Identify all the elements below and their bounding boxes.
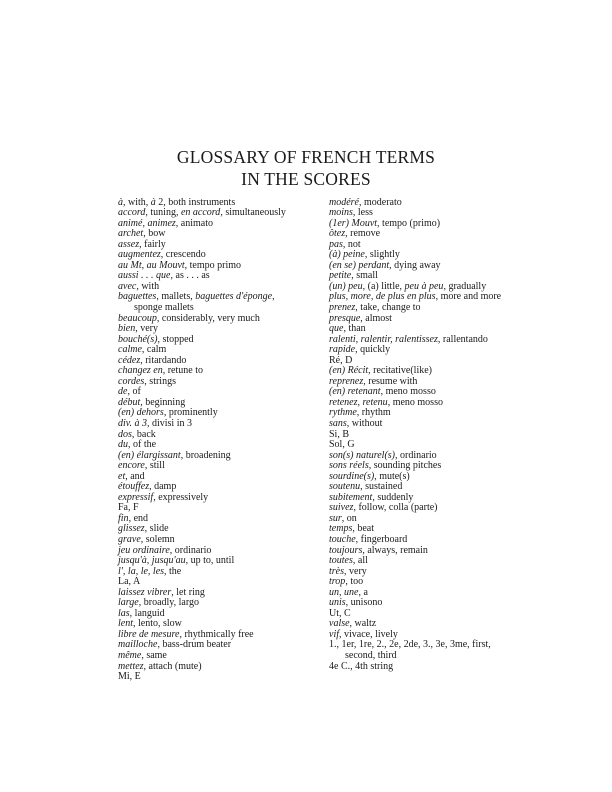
entry-term: laissez vibrer bbox=[118, 586, 172, 598]
entry-definition: , than bbox=[343, 323, 366, 335]
entry-term: unis bbox=[329, 597, 346, 609]
entry-term: sourdine(s) bbox=[329, 470, 375, 482]
entry-definition: , prominently bbox=[163, 407, 218, 419]
entry-term: reprenez bbox=[329, 375, 364, 387]
entry-definition: , bbox=[272, 291, 275, 303]
entry-term: (en se) perdant bbox=[329, 259, 390, 271]
entry-text: Sol, G bbox=[329, 439, 355, 451]
entry-definition: , quickly bbox=[355, 344, 391, 356]
entry-definition: , too bbox=[345, 576, 364, 588]
entry-term: à bbox=[118, 196, 123, 208]
entry-term: toujours bbox=[329, 544, 363, 556]
glossary-entry bbox=[329, 598, 519, 609]
entry-term: pas bbox=[329, 238, 343, 250]
entry-text: 1., 1er, 1re, 2., 2e, 2de, 3., 3e, 3me, first, bbox=[329, 639, 491, 651]
entry-term: retenez, retenu bbox=[329, 396, 388, 408]
entry-term: changez en bbox=[118, 365, 163, 377]
entry-term: encore bbox=[118, 460, 145, 472]
entry-term: petite bbox=[329, 270, 352, 282]
entry-term: (en) élargissant bbox=[118, 449, 181, 461]
glossary-left-column bbox=[118, 198, 318, 683]
entry-term: vif bbox=[329, 628, 339, 640]
entry-definition: , not bbox=[342, 238, 361, 250]
entry-definition: , ordinario bbox=[169, 544, 212, 556]
entry-definition: , animato bbox=[175, 217, 213, 229]
entry-definition: , and bbox=[125, 470, 145, 482]
entry-definition: , waltz bbox=[349, 618, 377, 630]
entry-term: (1er) Mouvt bbox=[329, 217, 378, 229]
entry-term: fin bbox=[118, 512, 129, 524]
entry-term: archet bbox=[118, 228, 144, 240]
entry-definition: , unisono bbox=[345, 597, 383, 609]
entry-definition: , the bbox=[164, 565, 182, 577]
entry-definition: , calm bbox=[141, 344, 167, 356]
entry-continuation: second, third bbox=[345, 650, 397, 662]
entry-term: très bbox=[329, 565, 344, 577]
entry-definition: , sounding pitches bbox=[368, 460, 442, 472]
entry-term: ôtez bbox=[329, 228, 346, 240]
entry-definition: , take, change to bbox=[355, 301, 421, 313]
entry-term: sons réels bbox=[329, 460, 369, 472]
entry-definition: , fingerboard bbox=[355, 534, 408, 545]
glossary-entry bbox=[329, 419, 519, 430]
entry-definition: , same bbox=[141, 650, 167, 662]
glossary-entry bbox=[118, 567, 318, 578]
entry-term: aussi . . . que bbox=[118, 270, 171, 282]
entry-definition: , back bbox=[131, 428, 156, 440]
entry-definition: , tuning, bbox=[145, 207, 181, 219]
entry-term: soutenu bbox=[329, 481, 361, 493]
entry-text: Fa, F bbox=[118, 502, 139, 514]
title-line-2: IN THE SCORES bbox=[241, 169, 371, 189]
entry-definition: , simultaneously bbox=[220, 207, 286, 219]
entry-definition: , divisi in 3 bbox=[146, 417, 192, 429]
entry-term: (en) Récit bbox=[329, 365, 369, 377]
entry-continuation: sponge mallets bbox=[134, 301, 194, 313]
entry-term: rapide bbox=[329, 344, 356, 356]
entry-definition: , dying away bbox=[389, 259, 441, 271]
glossary-entry bbox=[329, 430, 519, 441]
entry-definition: 2, both instruments bbox=[155, 196, 236, 208]
entry-term: calme bbox=[118, 344, 142, 356]
entry-text: Ré, D bbox=[329, 354, 353, 366]
entry-definition: , considerably, very much bbox=[156, 312, 260, 324]
entry-definition: , less bbox=[352, 207, 373, 219]
entry-term: un, une bbox=[329, 586, 359, 598]
glossary-entry bbox=[118, 377, 318, 388]
entry-definition: , recitative(like) bbox=[368, 365, 432, 377]
entry-term: plus, more, de plus en plus bbox=[329, 291, 436, 303]
entry-term: valse bbox=[329, 618, 350, 630]
entry-definition: , always, remain bbox=[362, 544, 428, 556]
entry-term: prenez bbox=[329, 301, 356, 313]
entry-definition: , very bbox=[344, 565, 367, 577]
entry-definition: , a bbox=[358, 586, 368, 598]
entry-term: subitement bbox=[329, 491, 373, 503]
entry-term: temps bbox=[329, 523, 353, 535]
entry-text: Mi, E bbox=[118, 671, 141, 683]
entry-term: lent bbox=[118, 618, 133, 630]
page-title bbox=[0, 146, 612, 190]
entry-text: Si, B bbox=[329, 428, 350, 440]
entry-definition: , crescendo bbox=[160, 249, 206, 261]
entry-definition: , very bbox=[135, 323, 158, 335]
entry-term: étouffez bbox=[118, 481, 150, 493]
entry-definition: , gradually bbox=[443, 280, 487, 292]
entry-definition: , almost bbox=[360, 312, 392, 324]
entry-term: presque bbox=[329, 312, 361, 324]
entry-term: animé, animez bbox=[118, 217, 176, 229]
entry-term: avec bbox=[118, 280, 137, 292]
glossary-entry bbox=[118, 662, 318, 673]
entry-term: du bbox=[118, 439, 128, 451]
entry-definition: , expressively bbox=[153, 491, 209, 503]
entry-term: à bbox=[150, 196, 156, 208]
entry-term: en accord bbox=[180, 207, 221, 219]
entry-definition: , all bbox=[352, 555, 368, 567]
entry-definition: , mute(s) bbox=[374, 470, 410, 482]
entry-term: large bbox=[118, 597, 139, 609]
entry-definition: , lento, slow bbox=[133, 618, 182, 630]
entry-definition: , let ring bbox=[171, 586, 205, 598]
entry-term: beaucoup bbox=[118, 312, 157, 324]
entry-term: (en) retenant bbox=[329, 386, 381, 398]
entry-term: de bbox=[118, 386, 128, 398]
entry-definition: , attach (mute) bbox=[143, 660, 202, 672]
entry-definition: , meno mosso bbox=[380, 386, 436, 398]
entry-definition: , bow bbox=[143, 228, 166, 240]
entry-definition: , follow, colla (parte) bbox=[353, 502, 438, 514]
entry-term: cordes bbox=[118, 375, 145, 387]
entry-definition: , slide bbox=[144, 523, 169, 535]
entry-definition: , solemn bbox=[140, 534, 175, 545]
entry-definition: , up to, until bbox=[185, 555, 235, 567]
entry-term: même bbox=[118, 650, 142, 662]
entry-term: dos bbox=[118, 428, 132, 440]
entry-definition: , slightly bbox=[364, 249, 400, 261]
entry-term: mettez bbox=[118, 660, 144, 672]
entry-term: trop bbox=[329, 576, 346, 588]
entry-term: sans bbox=[329, 417, 347, 429]
entry-definition: , vivace, lively bbox=[339, 628, 398, 640]
entry-definition: , with, bbox=[123, 196, 151, 208]
entry-term: son(s) naturel(s) bbox=[329, 449, 396, 461]
entry-definition: , still bbox=[144, 460, 165, 472]
glossary-entry bbox=[329, 503, 519, 514]
entry-text: La, A bbox=[118, 576, 141, 588]
entry-definition: , rallentando bbox=[437, 333, 488, 345]
entry-definition: , on bbox=[341, 512, 357, 524]
entry-definition: , damp bbox=[149, 481, 177, 493]
entry-text: 4e C., 4th string bbox=[329, 660, 394, 672]
entry-definition: , end bbox=[128, 512, 149, 524]
entry-definition: , of the bbox=[128, 439, 157, 451]
entry-term: expressif bbox=[118, 491, 154, 503]
entry-definition: , ritardando bbox=[140, 354, 187, 366]
entry-term: ralenti, ralentir, ralentissez bbox=[329, 333, 438, 345]
entry-term: bien bbox=[118, 323, 136, 335]
entry-definition: , beginning bbox=[140, 396, 186, 408]
entry-term: las bbox=[118, 607, 130, 619]
entry-definition: , moderato bbox=[359, 196, 402, 208]
entry-definition: , languid bbox=[129, 607, 165, 619]
entry-definition: , small bbox=[351, 270, 378, 282]
entry-term: début bbox=[118, 396, 141, 408]
entry-definition: , broadening bbox=[180, 449, 231, 461]
entry-definition: , mallets, bbox=[156, 291, 196, 303]
entry-text: Ut, C bbox=[329, 607, 351, 619]
entry-definition: , suddenly bbox=[372, 491, 414, 503]
entry-definition: , ordinario bbox=[395, 449, 437, 461]
entry-term: bouché(s) bbox=[118, 333, 158, 345]
entry-definition: , with bbox=[136, 280, 160, 292]
entry-definition: , meno mosso bbox=[387, 396, 443, 408]
entry-term: baguettes bbox=[118, 291, 157, 303]
entry-definition: , broadly, largo bbox=[138, 597, 200, 609]
entry-term: sur bbox=[329, 512, 342, 524]
glossary-entry bbox=[118, 493, 318, 504]
entry-term: augmentez bbox=[118, 249, 161, 261]
entry-term: mailloche bbox=[118, 639, 158, 651]
entry-definition: , tempo primo bbox=[184, 259, 242, 271]
entry-term: libre de mesure bbox=[118, 628, 180, 640]
entry-term: au Mt, au Mouvt bbox=[118, 259, 185, 271]
title-line-1: GLOSSARY OF FRENCH TERMS bbox=[176, 147, 436, 167]
entry-definition: , rhythmically free bbox=[179, 628, 254, 640]
glossary-entry bbox=[118, 461, 318, 472]
entry-term: suivez bbox=[329, 502, 354, 514]
entry-definition: , sustained bbox=[360, 481, 403, 493]
entry-definition: , bass-drum beater bbox=[157, 639, 232, 651]
entry-definition: , of bbox=[127, 386, 141, 398]
entry-term: (à) peine bbox=[329, 249, 365, 261]
entry-term: (un) peu bbox=[329, 280, 363, 292]
entry-term: et bbox=[118, 470, 126, 482]
entry-term: (en) dehors bbox=[118, 407, 164, 419]
glossary-entry bbox=[118, 672, 318, 683]
entry-term: div. à 3 bbox=[118, 417, 147, 429]
glossary-right-column bbox=[329, 198, 519, 673]
entry-term: moins bbox=[329, 207, 353, 219]
entry-term: jeu ordinaire bbox=[118, 544, 170, 556]
entry-definition: , without bbox=[346, 417, 383, 429]
entry-definition: , stopped bbox=[157, 333, 194, 345]
entry-term: modéré bbox=[329, 196, 359, 208]
entry-term: baguettes d'éponge bbox=[195, 291, 273, 303]
entry-term: touche bbox=[329, 534, 356, 545]
entry-term: rythme bbox=[329, 407, 357, 419]
entry-definition: , rhythm bbox=[356, 407, 391, 419]
entry-term: l', la, le, les bbox=[118, 565, 165, 577]
entry-definition: , beat bbox=[352, 523, 374, 535]
entry-definition: , strings bbox=[144, 375, 176, 387]
entry-definition: , as . . . as bbox=[170, 270, 210, 282]
entry-term: assez bbox=[118, 238, 140, 250]
glossary-entry bbox=[329, 662, 519, 673]
entry-definition: , retune to bbox=[162, 365, 203, 377]
entry-term: grave bbox=[118, 534, 141, 545]
entry-term: jusqu'à, jusqu'au bbox=[118, 555, 186, 567]
entry-term: accord bbox=[118, 207, 146, 219]
entry-definition: , (a) little, bbox=[362, 280, 405, 292]
entry-definition: , fairly bbox=[139, 238, 166, 250]
entry-term: toutes bbox=[329, 555, 353, 567]
entry-definition: , more and more bbox=[435, 291, 502, 303]
entry-term: que bbox=[329, 323, 344, 335]
entry-term: peu à peu bbox=[404, 280, 444, 292]
glossary-entry bbox=[329, 345, 519, 356]
entry-term: cédez bbox=[118, 354, 141, 366]
entry-definition: , tempo (primo) bbox=[377, 217, 441, 229]
entry-definition: , remove bbox=[345, 228, 381, 240]
entry-term: glissez bbox=[118, 523, 145, 535]
entry-definition: , resume with bbox=[363, 375, 418, 387]
